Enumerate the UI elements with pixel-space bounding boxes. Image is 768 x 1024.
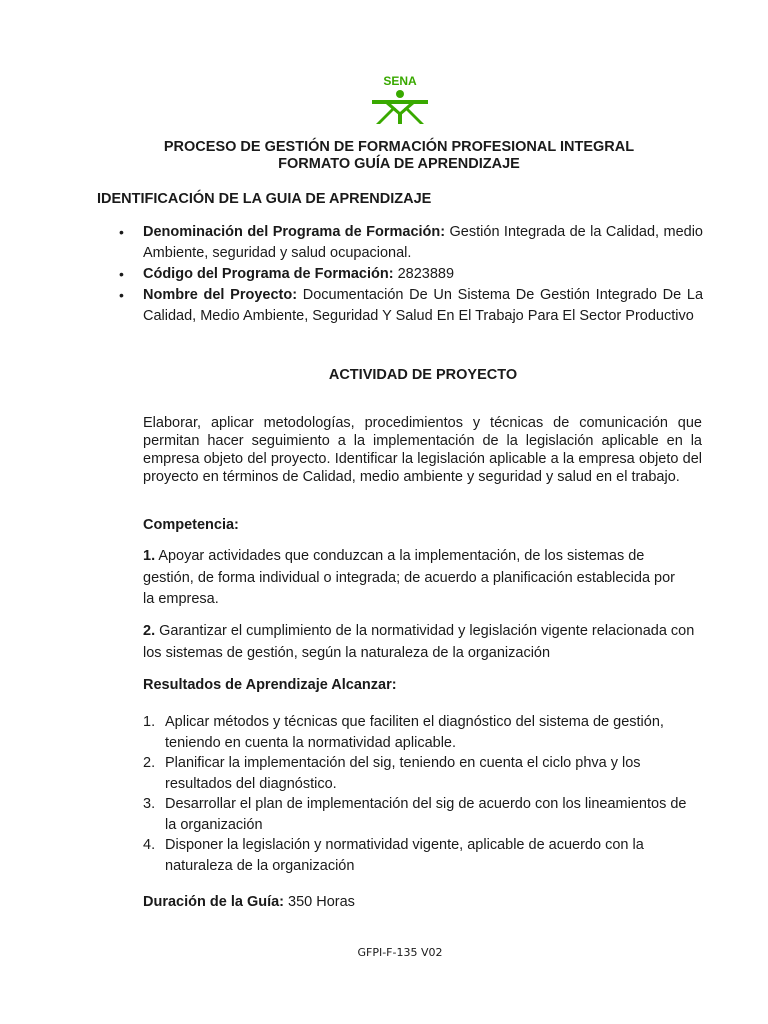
list-item xyxy=(143,835,698,876)
duration xyxy=(143,894,355,910)
project-name-value: Documentación De Un Sistema De Gestión Integrado De La Calidad, Medio Ambiente, Seguridad Y Salud En El Trabajo Para El Sector Productivo xyxy=(143,287,704,324)
bullet: • xyxy=(119,224,124,240)
result-text: Desarrollar el plan de implementación del sig de acuerdo con los lineamientos de la organización xyxy=(165,796,687,833)
program-name-value: Gestión Integrada de la Calidad, medio Ambiente, seguridad y salud ocupacional. xyxy=(143,224,703,261)
list-item xyxy=(143,753,698,794)
activity-heading: ACTIVIDAD DE PROYECTO xyxy=(328,367,518,383)
bullet: • xyxy=(119,266,124,282)
svg-text:SENA: SENA xyxy=(383,74,417,88)
document-title: PROCESO DE GESTIÓN DE FORMACIÓN PROFESIONAL INTEGRAL xyxy=(163,139,635,155)
list-item xyxy=(119,264,703,285)
duration-label: Duración de la Guía: xyxy=(143,894,284,910)
duration-value: 350 Horas xyxy=(284,894,355,910)
list-number: 3. xyxy=(143,796,156,812)
sena-logo-icon xyxy=(368,72,432,124)
competence-text: Apoyar actividades que conduzcan a la implementación, de los sistemas de gestión, de forma individual o integrada; de acuerdo a planificación establecida por la empresa. xyxy=(143,548,676,607)
competence-number: 1. xyxy=(143,548,156,564)
competence-text: Garantizar el cumplimiento de la normatividad y legislación vigente relacionada con los sistemas de gestión, según la naturaleza de la organización xyxy=(143,623,695,661)
footer-code: GFPI-F-135 V02 xyxy=(357,946,443,959)
result-text: Planificar la implementación del sig, teniendo en cuenta el ciclo phva y los resultados del diagnóstico. xyxy=(165,755,641,792)
competence-heading: Competencia: xyxy=(143,517,239,533)
list-number: 4. xyxy=(143,837,156,853)
program-code-label: Código del Programa de Formación: xyxy=(143,266,394,282)
list-item xyxy=(143,794,698,835)
document-subtitle: FORMATO GUÍA DE APRENDIZAJE xyxy=(278,156,520,172)
activity-description: Elaborar, aplicar metodologías, procedimientos y técnicas de comunicación que permitan hacer seguimiento a la implementación de la legislación aplicable en la empresa objeto del proyecto. Identificar la legislación aplicable a la empresa objeto del proyecto en términos de Calidad, medio ambiente y seguridad y salud en el trabajo. xyxy=(143,415,702,485)
list-item xyxy=(119,285,704,327)
bullet: • xyxy=(119,287,124,303)
result-text: Disponer la legislación y normatividad vigente, aplicable de acuerdo con la naturaleza de la organización xyxy=(165,837,644,874)
project-name-label: Nombre del Proyecto: xyxy=(143,287,298,303)
list-number: 2. xyxy=(143,755,156,771)
program-code-value: 2823889 xyxy=(393,266,455,282)
list-item xyxy=(143,712,698,753)
identification-heading: IDENTIFICACIÓN DE LA GUIA DE APRENDIZAJE xyxy=(97,191,432,207)
list-item xyxy=(119,222,703,264)
competence-item-1 xyxy=(143,546,683,611)
result-text: Aplicar métodos y técnicas que faciliten el diagnóstico del sistema de gestión, teniendo en cuenta la normatividad aplicable. xyxy=(165,714,664,751)
list-number: 1. xyxy=(143,714,156,730)
program-name-label: Denominación del Programa de Formación: xyxy=(143,224,446,240)
results-list xyxy=(143,712,698,876)
results-heading: Resultados de Aprendizaje Alcanzar: xyxy=(143,677,397,693)
identification-list xyxy=(119,222,704,327)
competence-number: 2. xyxy=(143,623,156,639)
competence-item-2 xyxy=(143,621,703,664)
